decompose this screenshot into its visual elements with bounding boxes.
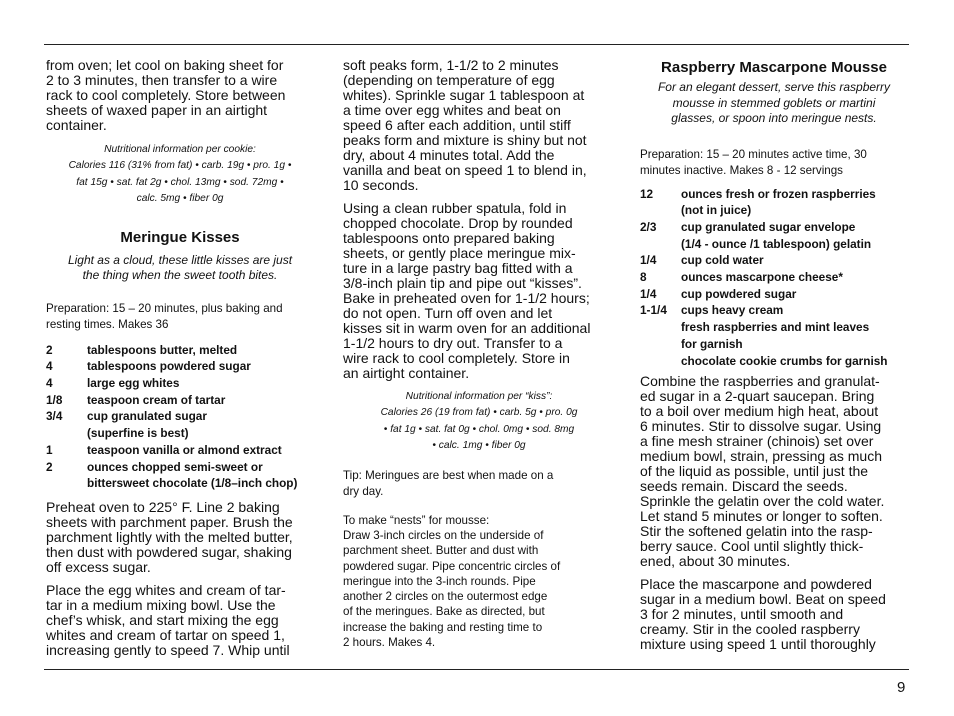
text-line: tablespoons onto prepared baking [343,230,555,246]
text-line: resting times. Makes 36 [46,317,169,331]
meringue-kisses-intro [46,253,314,284]
cookie-nutrition-info [46,142,314,208]
text-line: peaks form and mixture is shiny but not [343,132,587,148]
text-line: sugar in a medium bowl. Beat on speed [640,591,886,608]
meringue-kisses-title: Meringue Kisses [120,228,240,246]
text-line: Preheat oven to 225° F. Line 2 baking [46,498,280,515]
text-line: Using a clean rubber spatula, fold in [343,200,567,216]
text-line: medium bowl, strain, pressing as much [640,448,882,465]
ingredient-quantity: 8 [640,270,647,285]
text-line: the thing when the sweet tooth bites. [82,268,278,283]
text-line: another 2 circles on the outermost edge [343,590,548,604]
meringue-kisses-step-3 [343,201,615,381]
ingredient-item [640,336,908,353]
page-number: 9 [897,679,906,696]
ingredient-text: bittersweet chocolate (1/8–inch chop) [87,476,298,491]
column-1 [46,58,314,658]
ingredient-item [640,252,908,269]
ingredient-item [46,375,314,392]
text-line: 2 hours. Makes 4. [343,636,436,649]
ingredient-quantity: 1/8 [46,392,63,407]
text-line: 3/8-inch plain tip and pipe out “kisses”. [343,275,582,291]
text-line: Draw 3-inch circles on the underside of [343,528,544,542]
text-line: fat 15g • sat. fat 2g • chol. 13mg • sod. 72mg • [76,176,284,188]
text-line: speed 6 after each addition, until stiff [343,117,571,133]
text-line: (depending on temperature of egg [343,72,555,88]
ingredient-quantity [46,475,87,492]
raspberry-mousse-intro [640,80,908,127]
ingredient-text: (superfine is best) [87,426,189,441]
ingredient-quantity: 2/3 [640,219,657,234]
text-line: a time over egg whites and beat on [343,102,561,118]
ingredient-item [46,459,314,476]
text-line: meringue into the 3-inch rounds. Pipe [343,574,536,588]
text-line: tar in a medium mixing bowl. Use the [46,596,276,613]
meringue-kisses-step-1 [46,500,314,575]
text-line: powdered sugar. Pipe concentric circles of [343,559,561,573]
ingredient-text: ounces mascarpone cheese* [681,270,843,285]
meringue-kisses-step-2-cont [343,58,615,193]
text-line: 2 to 3 minutes, then transfer to a wire [46,72,278,88]
ingredient-quantity [640,319,681,336]
text-line: Stir the softened gelatin into the rasp- [640,523,873,540]
text-line: mousse in stemmed goblets or martini [672,95,876,110]
ingredient-text: cup granulated sugar [87,409,207,424]
ingredient-quantity: 2 [46,342,53,357]
text-line: a fine mesh strainer (chinois) set over [640,433,874,450]
ingredient-quantity [46,425,87,442]
text-line: Light as a cloud, these little kisses are just [67,252,293,267]
text-line: 6 minutes. Stir to dissolve sugar. Using [640,418,882,435]
ingredient-text: teaspoon cream of tartar [87,392,226,407]
ingredient-item [640,302,908,319]
ingredient-text: ounces chopped semi-sweet or [87,459,263,474]
text-line: of the liquid as possible, until just the [640,463,869,480]
ingredient-text: cup granulated sugar envelope [681,219,856,234]
text-line: Sprinkle the gelatin over the cold water. [640,493,885,510]
meringue-kisses-prep [46,301,314,333]
ingredient-text: large egg whites [87,376,180,391]
raspberry-mousse-title: Raspberry Mascarpone Mousse [661,59,887,76]
ingredient-item [640,219,908,236]
meringue-kisses-ingredients [46,342,314,492]
ingredient-quantity [640,353,681,370]
text-line: sheets of waxed paper in an airtight [46,102,268,118]
text-line: vanilla and beat on speed 1 to blend in, [343,162,587,178]
text-line: then dust with powdered sugar, shaking [46,543,292,560]
text-line: Nutritional information per cookie: [104,144,256,155]
text-line: off excess sugar. [46,558,151,575]
nests-instructions [343,513,615,651]
ingredient-quantity: 2 [46,459,53,474]
text-line: Place the egg whites and cream of tar- [46,581,286,598]
ingredient-text: (1/4 - ounce /1 tablespoon) gelatin [681,236,872,251]
text-line: • calc. 1mg • fiber 0g [432,440,526,452]
text-line: Tip: Meringues are best when made on a [343,468,554,482]
text-line: whites). Sprinkle sugar 1 tablespoon at [343,87,585,103]
continued-paragraph [46,58,314,133]
column-2 [343,58,615,650]
meringue-kisses-step-2 [46,583,314,658]
text-line: of the meringues. Bake as directed, but [343,605,545,619]
ingredient-text: tablespoons powdered sugar [87,359,251,374]
text-line: creamy. Stir in the cooled raspberry [640,621,860,638]
text-line: mixture using speed 1 until thoroughly [640,636,876,653]
ingredient-text: fresh raspberries and mint leaves [681,320,870,335]
text-line: glasses, or spoon into meringue nests. [671,111,877,125]
ingredient-item [46,342,314,359]
text-line: Calories 116 (31% from fat) • carb. 19g • pro. 1g • [68,160,292,172]
ingredient-item [640,236,908,253]
ingredient-item [640,353,908,370]
text-line: calc. 5mg • fiber 0g [136,193,224,205]
text-line: from oven; let cool on baking sheet for [46,57,284,73]
ingredient-item [640,319,908,336]
text-line: Place the mascarpone and powdered [640,576,872,593]
raspberry-mousse-step-1 [640,374,908,569]
ingredient-quantity: 1-1/4 [640,303,667,318]
text-line: sheets, or gently place meringue mix- [343,245,576,261]
text-line: Let stand 5 minutes or longer to soften. [640,508,883,525]
ingredient-text: ounces fresh or frozen raspberries [681,186,876,201]
text-line: seeds remain. Discard the seeds. [640,478,848,495]
ingredient-text: chocolate cookie crumbs for garnish [681,353,888,368]
text-line: ened, about 30 minutes. [640,553,791,570]
text-line: an airtight container. [343,365,470,381]
text-line: Preparation: 15 – 20 minutes, plus baking and [46,301,283,315]
ingredient-item [46,442,314,459]
text-line: Combine the raspberries and granulat- [640,373,880,390]
ingredient-text: cup cold water [681,253,764,268]
meringue-tip [343,468,615,500]
text-line: For an elegant dessert, serve this raspberry [657,80,891,94]
text-line: rack to cool completely. Store between [46,87,286,103]
text-line: wire rack to cool completely. Store in [343,350,570,366]
ingredient-item [46,358,314,375]
ingredient-quantity: 1/4 [640,253,657,268]
ingredient-quantity: 3/4 [46,409,63,424]
column-3 [640,58,908,652]
text-line: to a boil over medium high heat, about [640,403,879,420]
ingredient-quantity: 1 [46,442,53,457]
text-line: • fat 1g • sat. fat 0g • chol. 0mg • sod. 8mg [383,423,575,435]
text-line: container. [46,117,107,133]
ingredient-item [46,425,314,442]
text-line: Calories 26 (19 from fat) • carb. 5g • pro. 0g [380,407,578,419]
ingredient-text: cups heavy cream [681,303,784,318]
text-line: Preparation: 15 – 20 minutes active time, 30 [640,147,867,161]
text-line: kisses sit in warm oven for an additional [343,320,591,336]
text-line: Bake in preheated oven for 1-1/2 hours; [343,290,590,306]
ingredient-quantity [640,236,681,253]
text-line: 1-1/2 hours to dry out. Transfer to a [343,335,563,351]
ingredient-item [640,269,908,286]
text-line: chef’s whisk, and start mixing the egg [46,611,279,628]
text-line: ture in a large pastry bag fitted with a [343,260,573,276]
ingredient-text: (not in juice) [681,203,752,218]
text-line: sheets with parchment paper. Brush the [46,513,293,530]
text-line: Nutritional information per “kiss”: [405,391,553,402]
ingredient-quantity: 4 [46,359,53,374]
ingredient-quantity [640,336,681,353]
ingredient-item [640,286,908,303]
ingredient-item [640,186,908,203]
text-line: berry sauce. Cool until slightly thick- [640,538,864,555]
ingredient-text: tablespoons butter, melted [87,342,238,357]
ingredient-quantity: 1/4 [640,286,657,301]
ingredient-text: for garnish [681,336,743,351]
kiss-nutrition-info [343,389,615,455]
raspberry-mousse-prep [640,147,908,179]
ingredient-item [46,392,314,409]
ingredient-item [46,408,314,425]
text-line: dry day. [343,484,384,498]
text-line: parchment sheet. Butter and dust with [343,544,539,558]
raspberry-mousse-ingredients [640,186,908,370]
text-line: 10 seconds. [343,177,419,193]
text-line: increase the baking and resting time to [343,620,543,634]
bottom-rule [44,669,909,670]
text-line: increasing gently to speed 7. Whip until [46,641,290,658]
ingredient-quantity [640,202,681,219]
text-line: minutes inactive. Makes 8 - 12 servings [640,163,843,177]
ingredient-text: cup powdered sugar [681,286,797,301]
text-line: dry, about 4 minutes total. Add the [343,147,555,163]
raspberry-mousse-step-2 [640,577,908,652]
ingredient-item [640,202,908,219]
text-line: do not open. Turn off oven and let [343,305,553,321]
text-line: parchment lightly with the melted butter, [46,528,293,545]
text-line: whites and cream of tartar on speed 1, [46,626,285,643]
text-line: ed sugar in a 2-quart saucepan. Bring [640,388,875,405]
text-line: 3 for 2 minutes, until smooth and [640,606,844,623]
text-line: To make “nests” for mousse: [343,513,490,527]
ingredient-text: teaspoon vanilla or almond extract [87,442,282,457]
ingredient-quantity: 12 [640,186,654,201]
text-line: soft peaks form, 1-1/2 to 2 minutes [343,57,559,73]
top-rule [44,44,909,45]
ingredient-quantity: 4 [46,376,53,391]
ingredient-item [46,475,314,492]
text-line: chopped chocolate. Drop by rounded [343,215,573,231]
